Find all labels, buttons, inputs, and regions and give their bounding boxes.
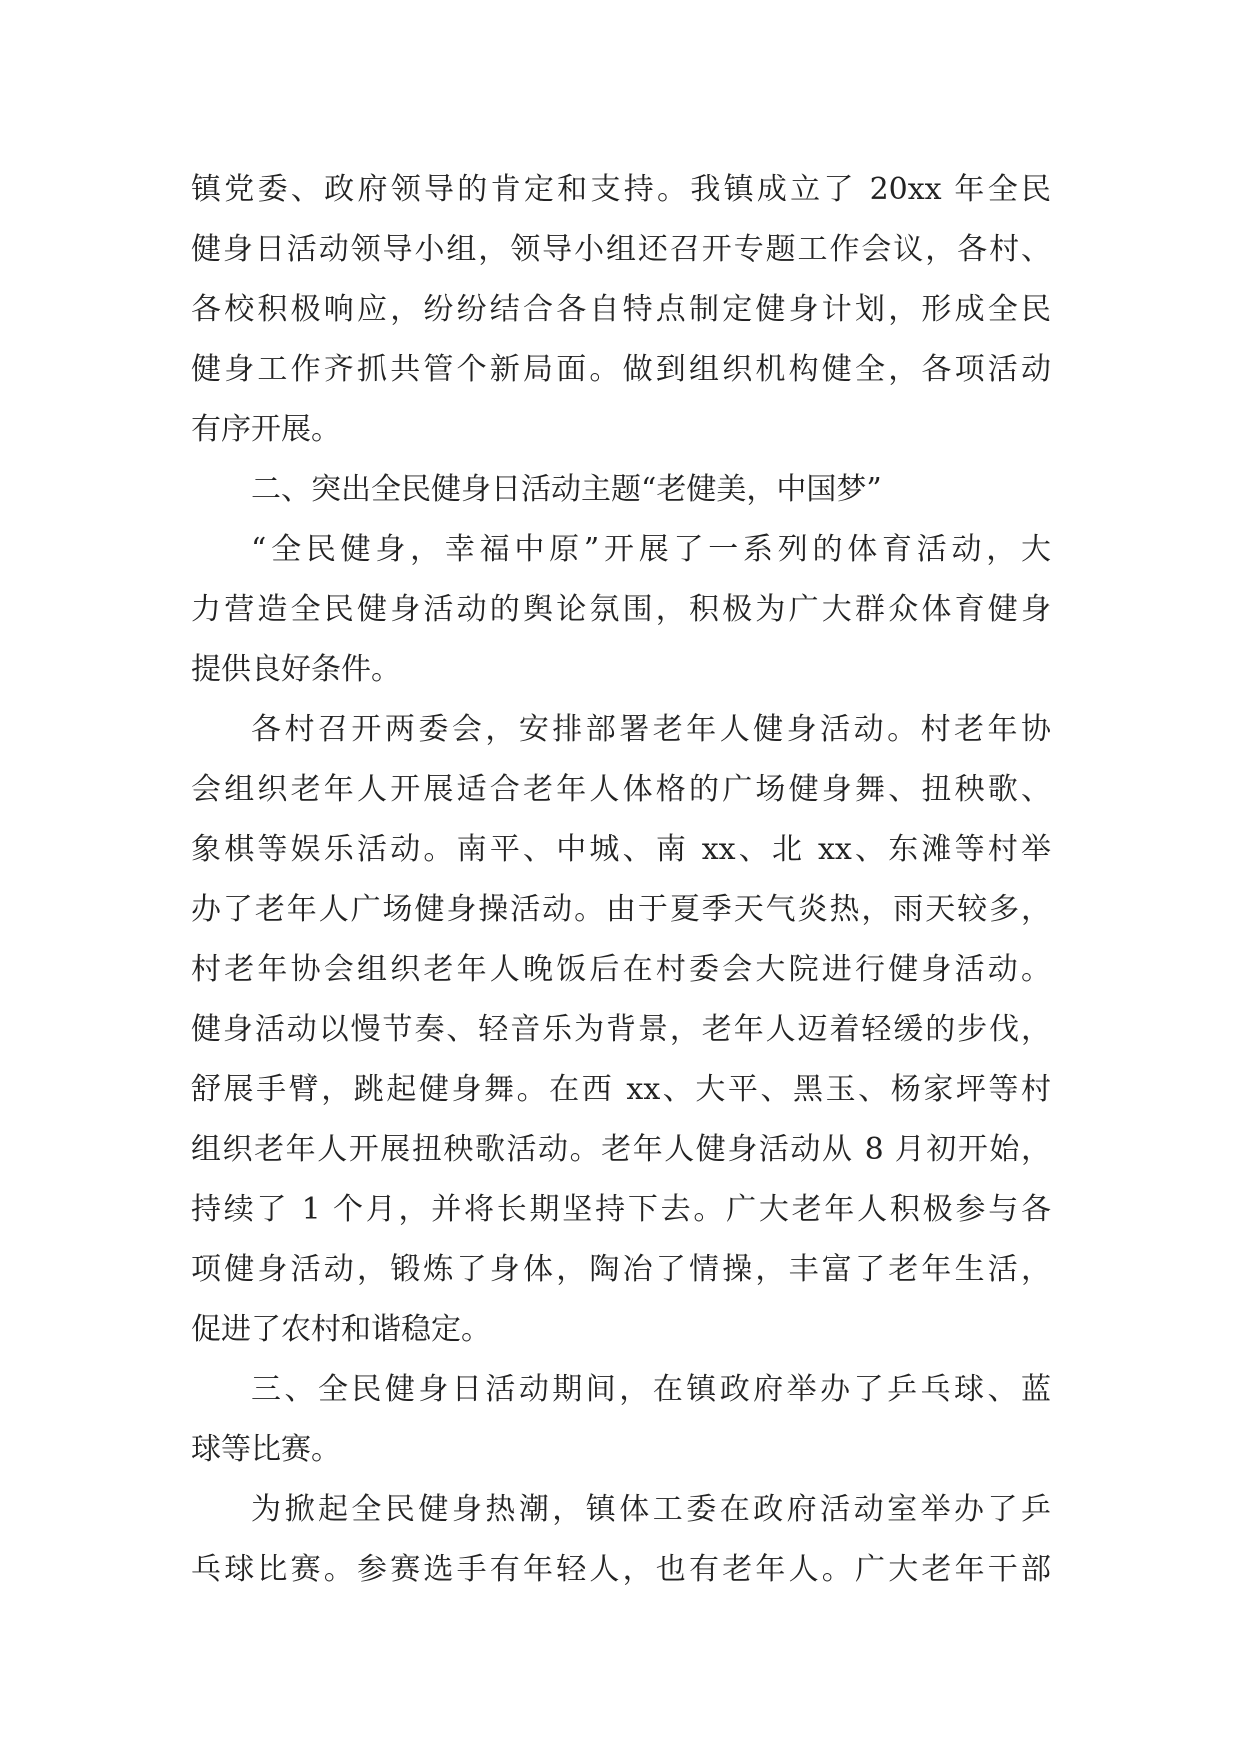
text-line: 力营造全民健身活动的舆论氛围，积极为广大群众体育健身: [191, 592, 1051, 627]
text-line: 项健身活动，锻炼了身体，陶冶了情操，丰富了老年生活，: [191, 1252, 1051, 1287]
document-body: [191, 160, 1051, 1600]
text-line: 提供良好条件。: [191, 652, 401, 687]
text-line: 健身活动以慢节奏、轻音乐为背景，老年人迈着轻缓的步伐，: [191, 1012, 1051, 1047]
text-line: 为掀起全民健身热潮，镇体工委在政府活动室举办了乒: [251, 1492, 1051, 1527]
text-line: 组织老年人开展扭秧歌活动。老年人健身活动从 8 月初开始，: [191, 1132, 1051, 1167]
text-line: 持续了 1 个月，并将长期坚持下去。广大老年人积极参与各: [191, 1192, 1051, 1227]
text-line: 各校积极响应，纷纷结合各自特点制定健身计划，形成全民: [191, 292, 1051, 327]
text-line: 促进了农村和谐稳定。: [191, 1312, 491, 1347]
text-line: 舒展手臂，跳起健身舞。在西 xx、大平、黑玉、杨家坪等村: [191, 1072, 1051, 1107]
text-line: “全民健身，幸福中原”开展了一系列的体育活动，大: [251, 532, 1051, 567]
text-line: 镇党委、政府领导的肯定和支持。我镇成立了 20xx 年全民: [191, 172, 1051, 207]
text-line: 会组织老年人开展适合老年人体格的广场健身舞、扭秧歌、: [191, 772, 1051, 807]
text-line: 村老年协会组织老年人晚饭后在村委会大院进行健身活动。: [191, 952, 1051, 987]
text-line: 各村召开两委会，安排部署老年人健身活动。村老年协: [251, 712, 1051, 747]
text-line: 办了老年人广场健身操活动。由于夏季天气炎热，雨天较多，: [191, 892, 1051, 927]
text-line: 球等比赛。: [191, 1432, 341, 1467]
text-line: 二、突出全民健身日活动主题“老健美，中国梦”: [251, 472, 882, 507]
text-line: 三、全民健身日活动期间，在镇政府举办了乒乓球、蓝: [251, 1372, 1051, 1407]
text-line: 健身工作齐抓共管个新局面。做到组织机构健全，各项活动: [191, 352, 1051, 387]
text-line: 健身日活动领导小组，领导小组还召开专题工作会议，各村、: [191, 232, 1051, 267]
text-line: 乓球比赛。参赛选手有年轻人，也有老年人。广大老年干部: [191, 1552, 1051, 1587]
text-line: 象棋等娱乐活动。南平、中城、南 xx、北 xx、东滩等村举: [191, 832, 1051, 867]
text-line: 有序开展。: [191, 412, 341, 447]
